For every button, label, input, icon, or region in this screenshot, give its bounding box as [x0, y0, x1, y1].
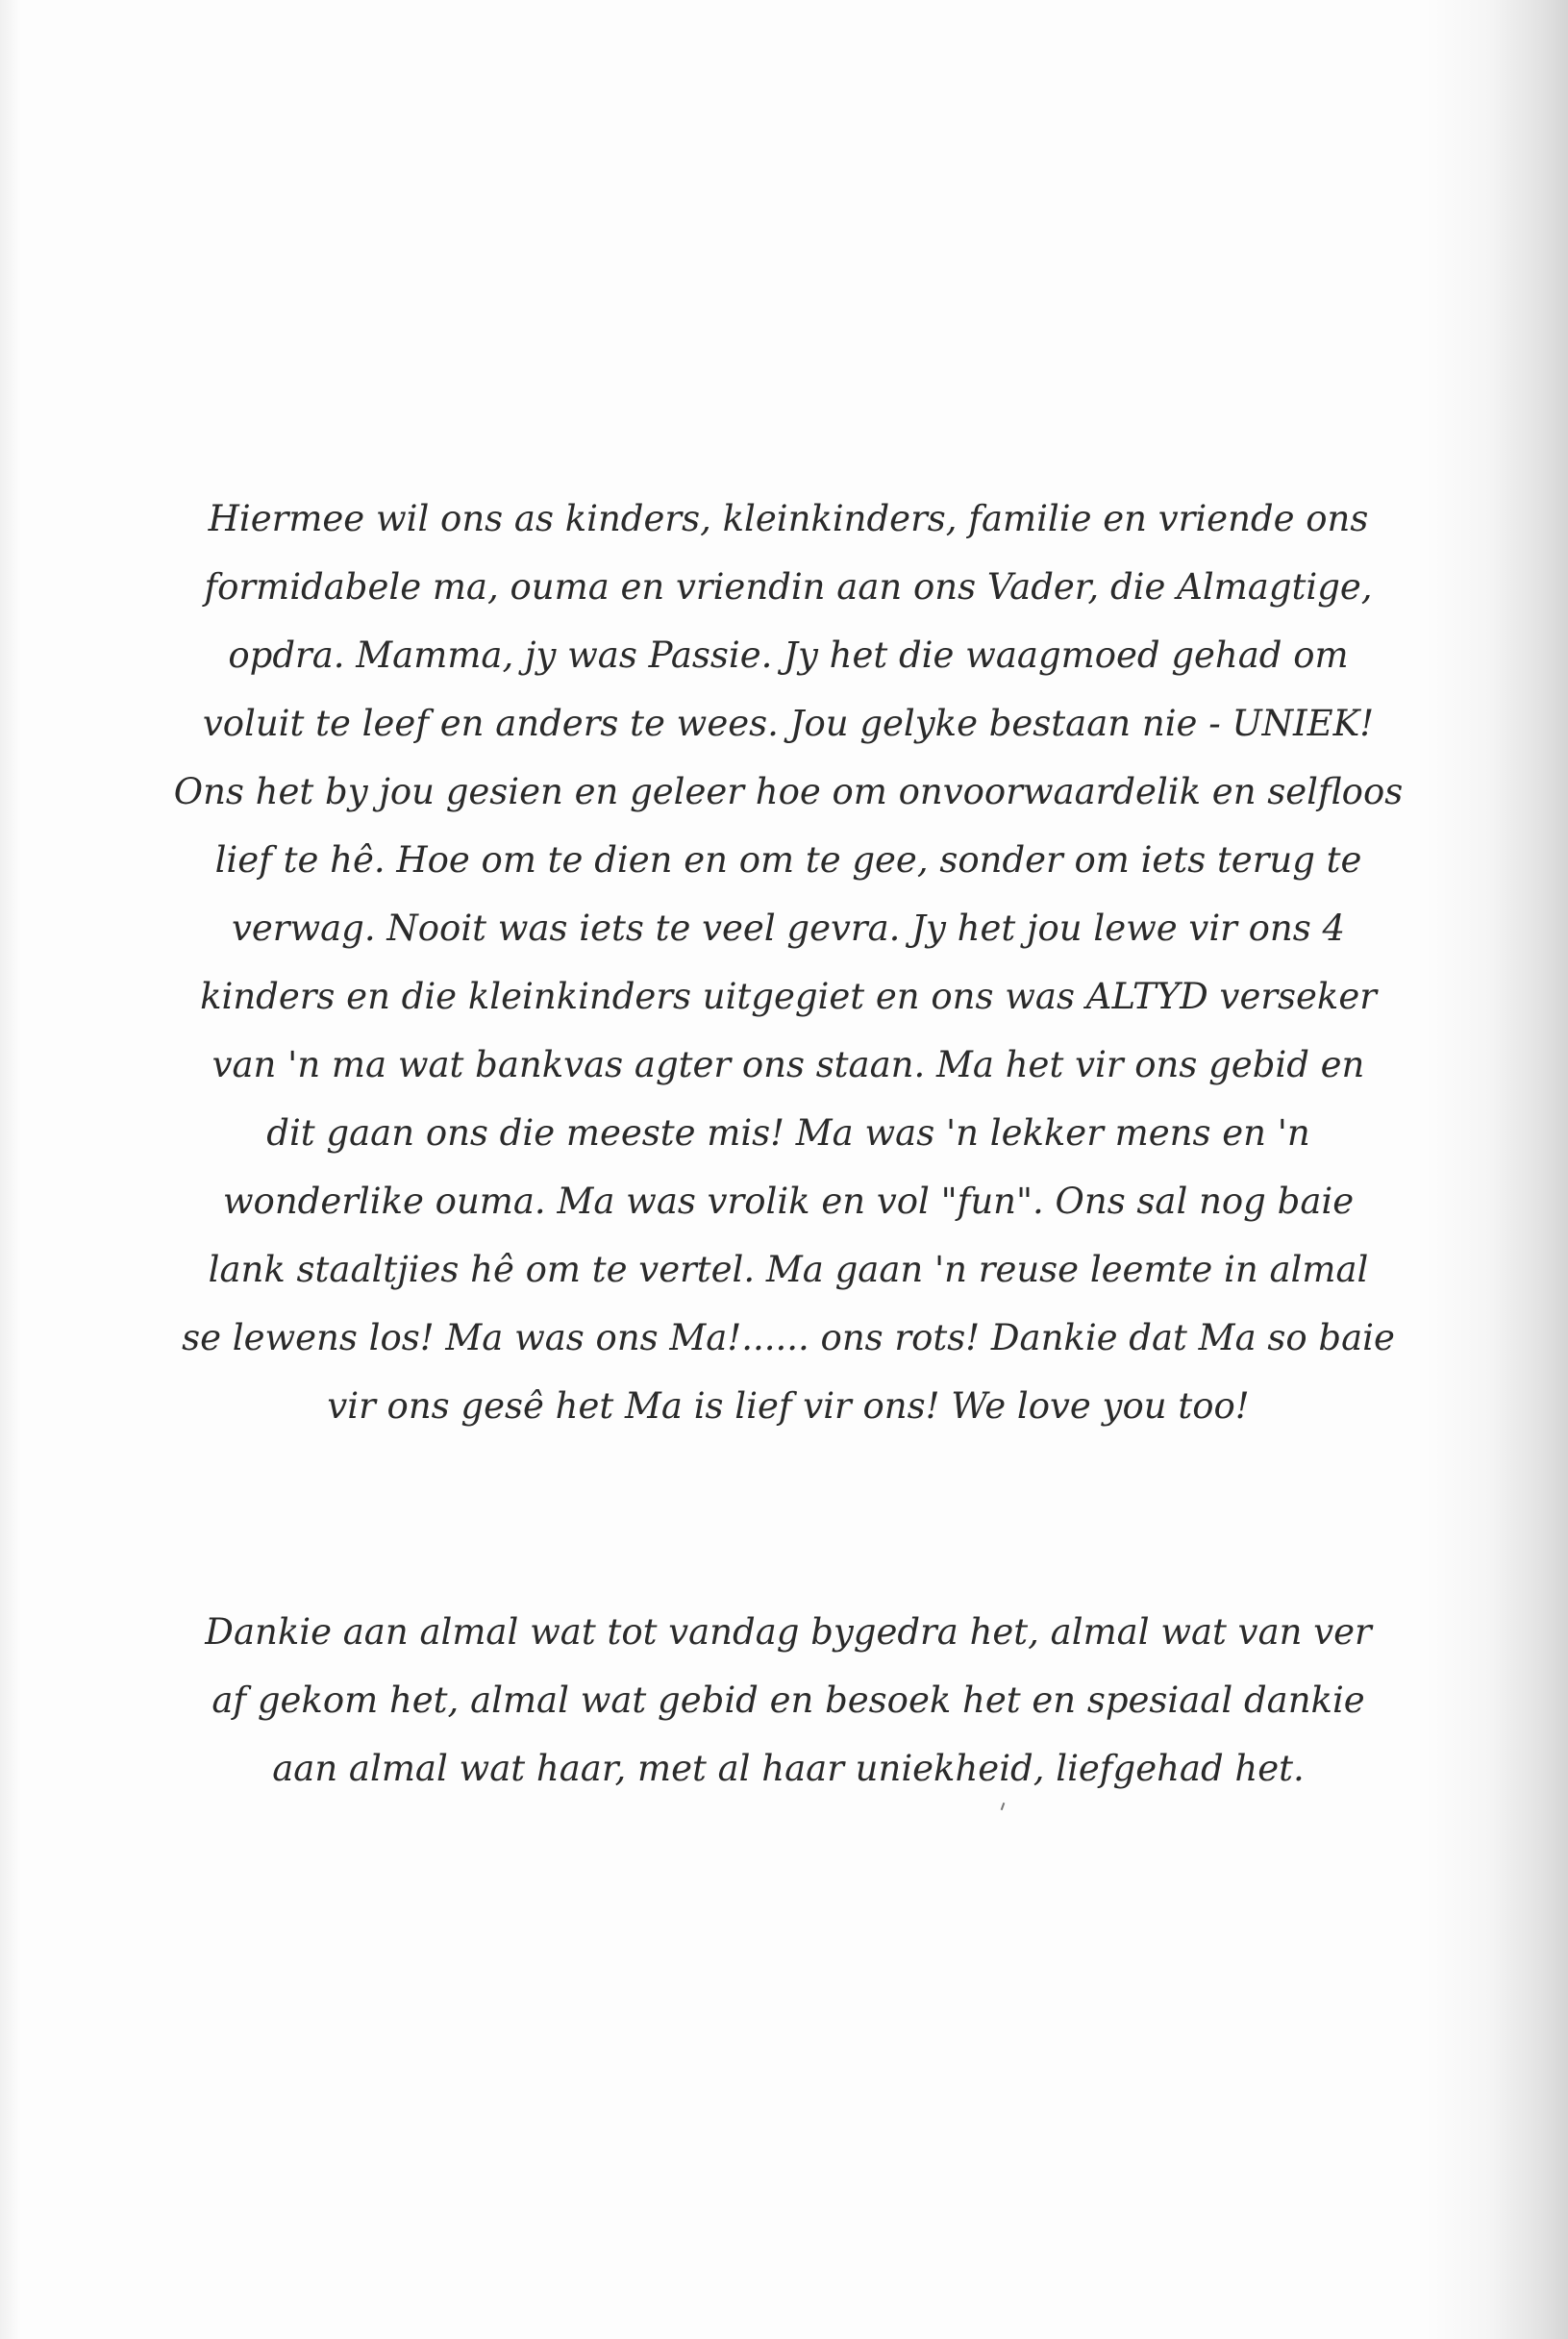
- dedication-line: verwag. Nooit was iets te veel gevra. Jy het jou lewe vir ons 4: [231, 908, 1346, 949]
- dedication-line: wonderlike ouma. Ma was vrolik en vol "fun". Ons sal nog baie: [222, 1181, 1355, 1222]
- dedication-line: se lewens los! Ma was ons Ma!...... ons rots! Dankie dat Ma so baie: [182, 1317, 1395, 1358]
- dedication-line: van 'n ma wat bankvas agter ons staan. Ma het vir ons gebid en: [212, 1044, 1365, 1085]
- thanks-line: aan almal wat haar, met al haar uniekheid, liefgehad het.: [272, 1748, 1305, 1789]
- dedication-line: lief te hê. Hoe om te dien en om te gee, sonder om iets terug te: [214, 839, 1362, 881]
- dedication-line: formidabele ma, ouma en vriendin aan ons Vader, die Almagtige,: [204, 566, 1373, 608]
- dedication-line: vir ons gesê het Ma is lief vir ons! We love you too!: [327, 1385, 1250, 1427]
- thanks-line: Dankie aan almal wat tot vandag bygedra het, almal wat van ver: [205, 1611, 1372, 1653]
- dedication-line: Hiermee wil ons as kinders, kleinkinders, familie en vriende ons: [208, 498, 1369, 539]
- dedication-paragraph: [115, 485, 1461, 1440]
- thanks-line: af gekom het, almal wat gebid en besoek het en spesiaal dankie: [212, 1680, 1365, 1721]
- page-left-edge: [0, 0, 21, 2339]
- dedication-line: kinders en die kleinkinders uitgegiet en ons was ALTYD verseker: [200, 976, 1377, 1017]
- dedication-line: opdra. Mamma, jy was Passie. Jy het die waagmoed gehad om: [228, 635, 1349, 676]
- dedication-line: lank staaltjies hê om te vertel. Ma gaan 'n reuse leemte in almal: [208, 1249, 1369, 1290]
- dedication-line: dit gaan ons die meeste mis! Ma was 'n lekker mens en 'n: [266, 1112, 1310, 1154]
- dedication-line: voluit te leef en anders te wees. Jou gelyke bestaan nie - UNIEK!: [202, 703, 1375, 744]
- thanks-paragraph: [115, 1598, 1461, 1803]
- dedication-line: Ons het by jou gesien en geleer hoe om onvoorwaardelik en selfloos: [173, 771, 1404, 812]
- paper-speck: [1001, 1803, 1006, 1810]
